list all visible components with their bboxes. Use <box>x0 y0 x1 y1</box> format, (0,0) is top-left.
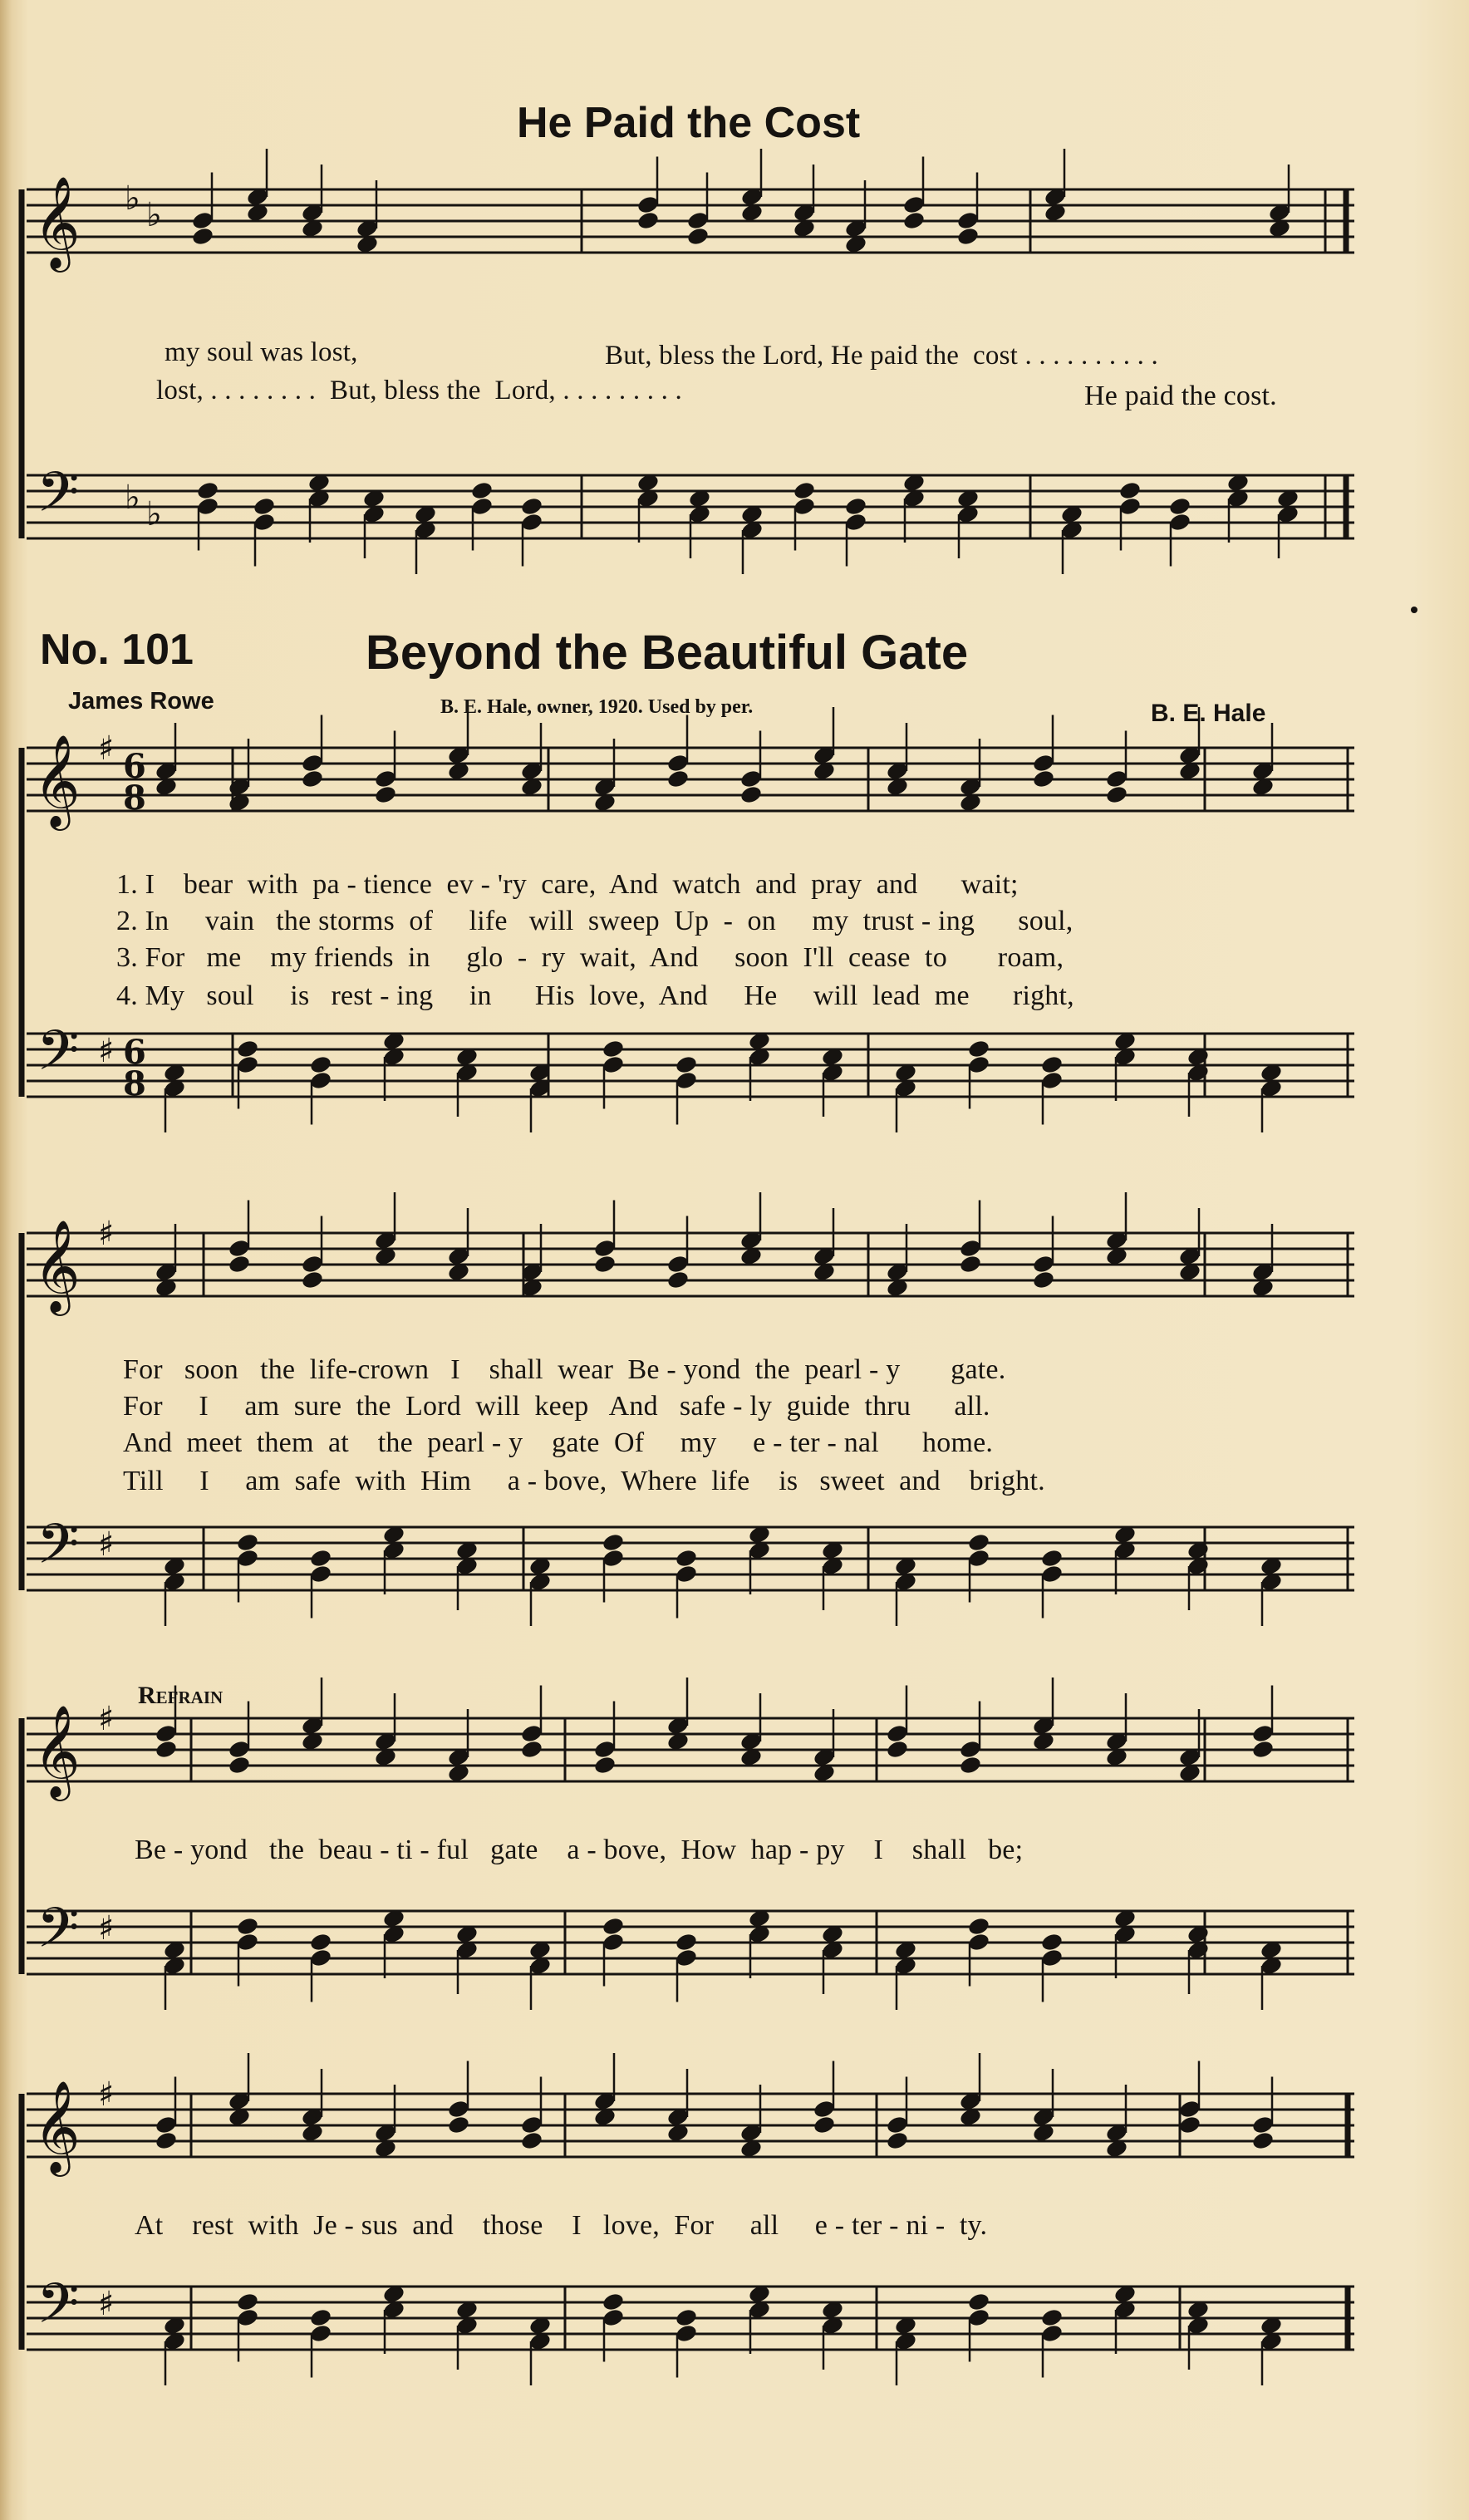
note-head <box>602 1916 626 1937</box>
note-head <box>959 1254 983 1275</box>
verse-2-line-2: For I am sure the Lord will keep And safe - ly guide thru all. <box>123 1391 990 1422</box>
note-head <box>1040 1054 1064 1075</box>
note-head <box>967 1532 991 1553</box>
note-head <box>956 226 980 247</box>
note-head <box>675 2307 699 2328</box>
composer-credit: B. E. Hale <box>1151 700 1266 727</box>
key-signature: ♯ <box>98 1215 115 1253</box>
key-signature: ♭ <box>146 495 162 533</box>
copyright-notice: B. E. Hale, owner, 1920. Used by per. <box>440 696 754 718</box>
lyric-line: But, bless the Lord, He paid the cost . . . . . . . . . . <box>605 341 1159 371</box>
note-head <box>236 2292 260 2312</box>
treble-clef: 𝄞 <box>33 175 81 268</box>
lyric-line: lost, . . . . . . . . But, bless the Lord, . . . . . . . . . <box>156 376 682 405</box>
note-head <box>675 1932 699 1953</box>
note-head <box>602 2292 626 2312</box>
key-signature: ♯ <box>98 1700 115 1738</box>
note-head <box>636 210 661 231</box>
key-signature: ♭ <box>146 196 162 234</box>
note-head <box>236 1532 260 1553</box>
note-head <box>228 1755 252 1776</box>
note-head <box>309 1054 333 1075</box>
note-head <box>309 1932 333 1953</box>
author-credit: James Rowe <box>68 688 214 715</box>
refrain-label: Refrain <box>138 1682 224 1709</box>
note-head <box>1040 2307 1064 2328</box>
note-head <box>1032 769 1056 789</box>
note-head <box>155 1739 179 1760</box>
verse-4-line-2: Till I am safe with Him a - bove, Where life is sweet and bright. <box>123 1466 1045 1496</box>
refrain-line-2: At rest with Je - sus and those I love, For all e - ter - ni - ty. <box>135 2210 988 2241</box>
treble-clef: 𝄞 <box>33 1219 81 1312</box>
key-signature: ♯ <box>98 2285 115 2323</box>
note-head <box>470 480 494 501</box>
verse-3-line-2: And meet them at the pearl - y gate Of my e - ter - nal home. <box>123 1427 994 1458</box>
note-head <box>1105 784 1129 805</box>
refrain-line-1: Be - yond the beau - ti - ful gate a - bove, How hap - py I shall be; <box>135 1835 1024 1865</box>
note-head <box>886 1739 910 1760</box>
bass-clef: 𝄢 <box>37 460 80 538</box>
note-head <box>593 1254 617 1275</box>
key-signature: ♭ <box>125 179 140 218</box>
note-head <box>228 1254 252 1275</box>
note-head <box>793 480 817 501</box>
lyric-line: He paid the cost. <box>1084 381 1277 411</box>
bass-clef: 𝄢 <box>37 2272 80 2349</box>
verse-1-line-2: For soon the life-crown I shall wear Be - yond the pearl - y gate. <box>123 1354 1006 1385</box>
note-head <box>309 1548 333 1569</box>
treble-clef: 𝄞 <box>33 2080 81 2173</box>
note-head <box>447 2115 471 2135</box>
time-signature: 6 <box>123 1033 146 1072</box>
note-head <box>1168 496 1192 517</box>
note-head <box>1251 1739 1275 1760</box>
note-head <box>253 496 277 517</box>
key-signature: ♭ <box>125 479 140 517</box>
note-head <box>1032 1270 1056 1290</box>
note-head <box>967 1039 991 1059</box>
bass-clef: 𝄢 <box>37 1019 80 1096</box>
note-head <box>155 2130 179 2151</box>
note-head <box>902 210 926 231</box>
hymn-number: No. 101 <box>40 626 194 674</box>
note-head <box>686 226 710 247</box>
bass-clef: 𝄢 <box>37 1512 80 1589</box>
note-head <box>374 784 398 805</box>
time-signature: 8 <box>123 779 146 818</box>
note-head <box>301 1270 325 1290</box>
key-signature: ♯ <box>98 1909 115 1948</box>
lyric-line: my soul was lost, <box>165 337 358 367</box>
verse-1-line-1: 1. I bear with pa - tience ev - 'ry care, And watch and pray and wait; <box>116 869 1019 900</box>
note-head <box>1118 480 1142 501</box>
note-head <box>301 769 325 789</box>
note-head <box>196 480 220 501</box>
note-head <box>1040 1932 1064 1953</box>
note-head <box>666 1270 690 1290</box>
note-head <box>739 784 764 805</box>
hymn-title: Beyond the Beautiful Gate <box>366 626 969 680</box>
note-head <box>1040 1548 1064 1569</box>
note-head <box>666 769 690 789</box>
note-head <box>959 1755 983 1776</box>
note-head <box>602 1039 626 1059</box>
note-head <box>520 496 544 517</box>
note-head <box>520 2130 544 2151</box>
previous-hymn-title: He Paid the Cost <box>517 99 861 147</box>
stray-ink-mark <box>1411 607 1417 613</box>
time-signature: 6 <box>123 747 146 786</box>
verse-3-line-1: 3. For me my friends in glo - ry wait, And soon I'll cease to roam, <box>116 942 1064 973</box>
note-head <box>675 1054 699 1075</box>
note-head <box>675 1548 699 1569</box>
key-signature: ♯ <box>98 729 115 768</box>
key-signature: ♯ <box>98 2075 115 2114</box>
note-head <box>813 2115 837 2135</box>
key-signature: ♯ <box>98 1032 115 1070</box>
note-head <box>1178 2115 1202 2135</box>
bass-clef: 𝄢 <box>37 1896 80 1973</box>
note-head <box>844 496 868 517</box>
note-head <box>602 1532 626 1553</box>
note-head <box>1251 2130 1275 2151</box>
note-head <box>236 1039 260 1059</box>
verse-4-line-1: 4. My soul is rest - ing in His love, And He will lead me right, <box>116 980 1074 1011</box>
note-head <box>191 226 215 247</box>
note-head <box>967 2292 991 2312</box>
note-head <box>236 1916 260 1937</box>
treble-clef: 𝄞 <box>33 734 81 827</box>
time-signature: 8 <box>123 1064 146 1103</box>
note-head <box>520 1739 544 1760</box>
key-signature: ♯ <box>98 1525 115 1564</box>
note-head <box>309 2307 333 2328</box>
verse-2-line-1: 2. In vain the storms of life will sweep Up - on my trust - ing soul, <box>116 906 1074 936</box>
treble-clef: 𝄞 <box>33 1704 81 1797</box>
note-head <box>593 1755 617 1776</box>
note-head <box>886 2130 910 2151</box>
note-head <box>967 1916 991 1937</box>
